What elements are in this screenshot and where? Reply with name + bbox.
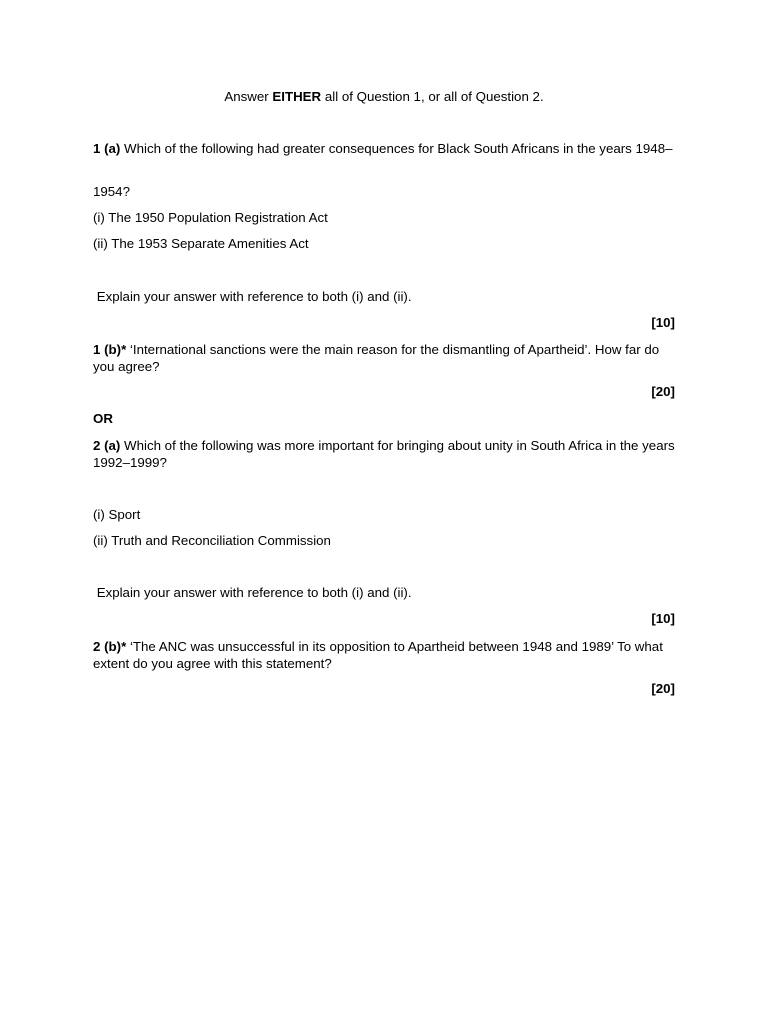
question-1a-option-i: (i) The 1950 Population Registration Act xyxy=(93,210,328,225)
question-1a-option-ii: (ii) The 1953 Separate Amenities Act xyxy=(93,236,309,251)
question-2b-text: ‘The ANC was unsuccessful in its opposition to Apartheid between 1948 and 1989’ To what extent do you agree with this statement? xyxy=(93,639,663,671)
question-2a xyxy=(93,437,683,471)
question-1a-marks: [10] xyxy=(651,315,675,330)
question-2a-explain: Explain your answer with reference to both (i) and (ii). xyxy=(93,585,412,600)
question-1a-text: Which of the following had greater consequences for Black South Africans in the years 1948– xyxy=(120,141,673,156)
question-2b-number: 2 (b)* xyxy=(93,639,127,654)
question-1a-explain: Explain your answer with reference to both (i) and (ii). xyxy=(93,289,412,304)
question-2a-text: Which of the following was more important for bringing about unity in South Africa in the years 1992–1999? xyxy=(93,438,675,470)
question-2a-number: 2 (a) xyxy=(93,438,121,453)
question-1b xyxy=(93,341,683,375)
instruction-bold: EITHER xyxy=(272,89,322,104)
question-2a-option-i: (i) Sport xyxy=(93,507,141,522)
instruction-suffix: all of Question 1, or all of Question 2. xyxy=(321,89,544,104)
question-1a-number: 1 (a) xyxy=(93,141,121,156)
question-2b xyxy=(93,638,683,672)
question-1b-text: ‘International sanctions were the main reason for the dismantling of Apartheid’. How far do you agree? xyxy=(93,342,660,374)
question-2b-marks: [20] xyxy=(651,681,675,696)
question-1b-number: 1 (b)* xyxy=(93,342,127,357)
or-label: OR xyxy=(93,411,113,426)
question-1a-continuation: 1954? xyxy=(93,184,130,199)
question-2a-option-ii: (ii) Truth and Reconciliation Commission xyxy=(93,533,331,548)
question-2a-marks: [10] xyxy=(651,611,675,626)
instruction-line xyxy=(0,88,768,105)
question-1a xyxy=(93,140,683,157)
instruction-prefix: Answer xyxy=(224,89,273,104)
question-1b-marks: [20] xyxy=(651,384,675,399)
